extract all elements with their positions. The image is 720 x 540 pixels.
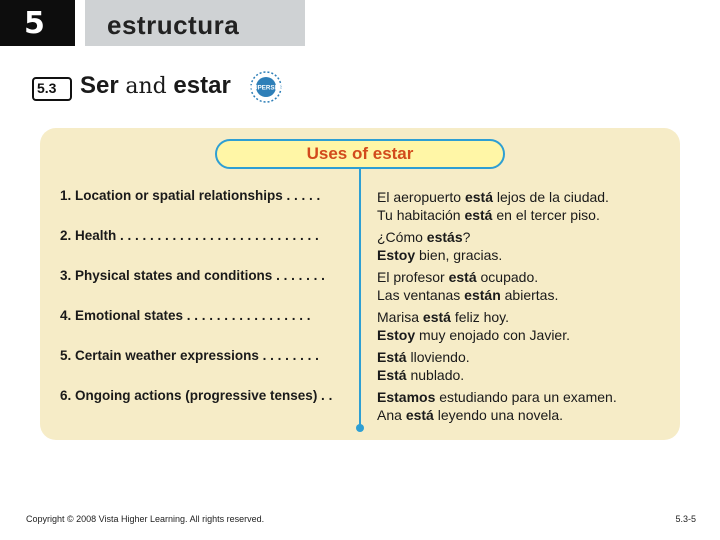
use-label: 6. Ongoing actions (progressive tenses) . . bbox=[60, 388, 333, 403]
section-title-ser: Ser bbox=[80, 72, 119, 99]
sentence-fragment: bien, gracias. bbox=[415, 247, 503, 263]
sentence-fragment: ocupado. bbox=[476, 269, 539, 285]
use-examples bbox=[377, 388, 617, 424]
sentence-fragment: feliz hoy. bbox=[450, 309, 510, 325]
example-sentence bbox=[377, 286, 558, 304]
use-label: 1. Location or spatial relationships . . . . . bbox=[60, 188, 321, 203]
sentence-fragment: lloviendo. bbox=[406, 349, 470, 365]
copyright-text: Copyright © 2008 Vista Higher Learning. All rights reserved. bbox=[26, 514, 265, 524]
column-divider bbox=[359, 168, 361, 428]
section-title-and: and bbox=[125, 74, 167, 99]
sentence-fragment: estudiando para un examen. bbox=[435, 389, 617, 405]
sentence-fragment: ? bbox=[462, 229, 471, 245]
example-sentence bbox=[377, 406, 617, 424]
sentence-fragment: muy enojado con Javier. bbox=[415, 327, 570, 343]
slide-number: 5.3-5 bbox=[675, 514, 696, 524]
estar-form: Está bbox=[377, 349, 407, 365]
estar-form: está bbox=[405, 407, 434, 423]
use-label: 4. Emotional states . . . . . . . . . . . . . . . . . bbox=[60, 308, 311, 323]
sentence-fragment: Marisa bbox=[377, 309, 423, 325]
chapter-number: 5 bbox=[24, 6, 45, 41]
section-title bbox=[80, 72, 231, 100]
example-sentence bbox=[377, 308, 570, 326]
supersite-logo-icon bbox=[246, 69, 298, 105]
estar-form: estás bbox=[426, 229, 463, 245]
use-label: 3. Physical states and conditions . . . . . . . bbox=[60, 268, 325, 283]
example-sentence bbox=[377, 188, 609, 206]
use-examples bbox=[377, 188, 609, 224]
estar-form: está bbox=[422, 309, 451, 325]
example-sentence bbox=[377, 326, 570, 344]
use-examples bbox=[377, 228, 502, 264]
example-sentence bbox=[377, 228, 502, 246]
use-label: 5. Certain weather expressions . . . . . . . . bbox=[60, 348, 319, 363]
sentence-fragment: en el tercer piso. bbox=[492, 207, 600, 223]
chapter-title-block bbox=[85, 0, 305, 46]
sentence-fragment: Ana bbox=[377, 407, 406, 423]
example-sentence bbox=[377, 268, 558, 286]
estar-form: está bbox=[448, 269, 477, 285]
estar-form: Estoy bbox=[377, 247, 416, 263]
sentence-fragment: ¿Cómo bbox=[377, 229, 427, 245]
estar-form: están bbox=[464, 287, 501, 303]
use-label: 2. Health . . . . . . . . . . . . . . . . . . . . . . . . . . . bbox=[60, 228, 319, 243]
section-number: 5.3 bbox=[37, 80, 57, 96]
supersite-logo-text: SUPERSITE bbox=[249, 84, 285, 92]
estar-form: Estamos bbox=[377, 389, 436, 405]
estar-form: está bbox=[464, 189, 493, 205]
sentence-fragment: Las ventanas bbox=[377, 287, 465, 303]
section-title-estar: estar bbox=[173, 72, 231, 99]
use-examples bbox=[377, 268, 558, 304]
example-sentence bbox=[377, 206, 609, 224]
sentence-fragment: lejos de la ciudad. bbox=[492, 189, 609, 205]
example-sentence bbox=[377, 348, 470, 366]
estar-form: está bbox=[464, 207, 493, 223]
column-divider-end-dot bbox=[356, 424, 364, 432]
sentence-fragment: abiertas. bbox=[500, 287, 559, 303]
example-sentence bbox=[377, 246, 502, 264]
sentence-fragment: Tu habitación bbox=[377, 207, 465, 223]
example-sentence bbox=[377, 366, 470, 384]
sentence-fragment: El aeropuerto bbox=[377, 189, 465, 205]
table-title: Uses of estar bbox=[306, 144, 414, 163]
sentence-fragment: nublado. bbox=[406, 367, 465, 383]
estar-form: Está bbox=[377, 367, 407, 383]
chapter-number-block bbox=[0, 0, 75, 46]
use-examples bbox=[377, 348, 470, 384]
use-examples bbox=[377, 308, 570, 344]
section-number-badge bbox=[32, 77, 72, 101]
table-title-pill bbox=[215, 139, 505, 169]
sentence-fragment: leyendo una novela. bbox=[433, 407, 564, 423]
estar-form: Estoy bbox=[377, 327, 416, 343]
chapter-title: estructura bbox=[107, 10, 240, 40]
sentence-fragment: El profesor bbox=[377, 269, 449, 285]
example-sentence bbox=[377, 388, 617, 406]
